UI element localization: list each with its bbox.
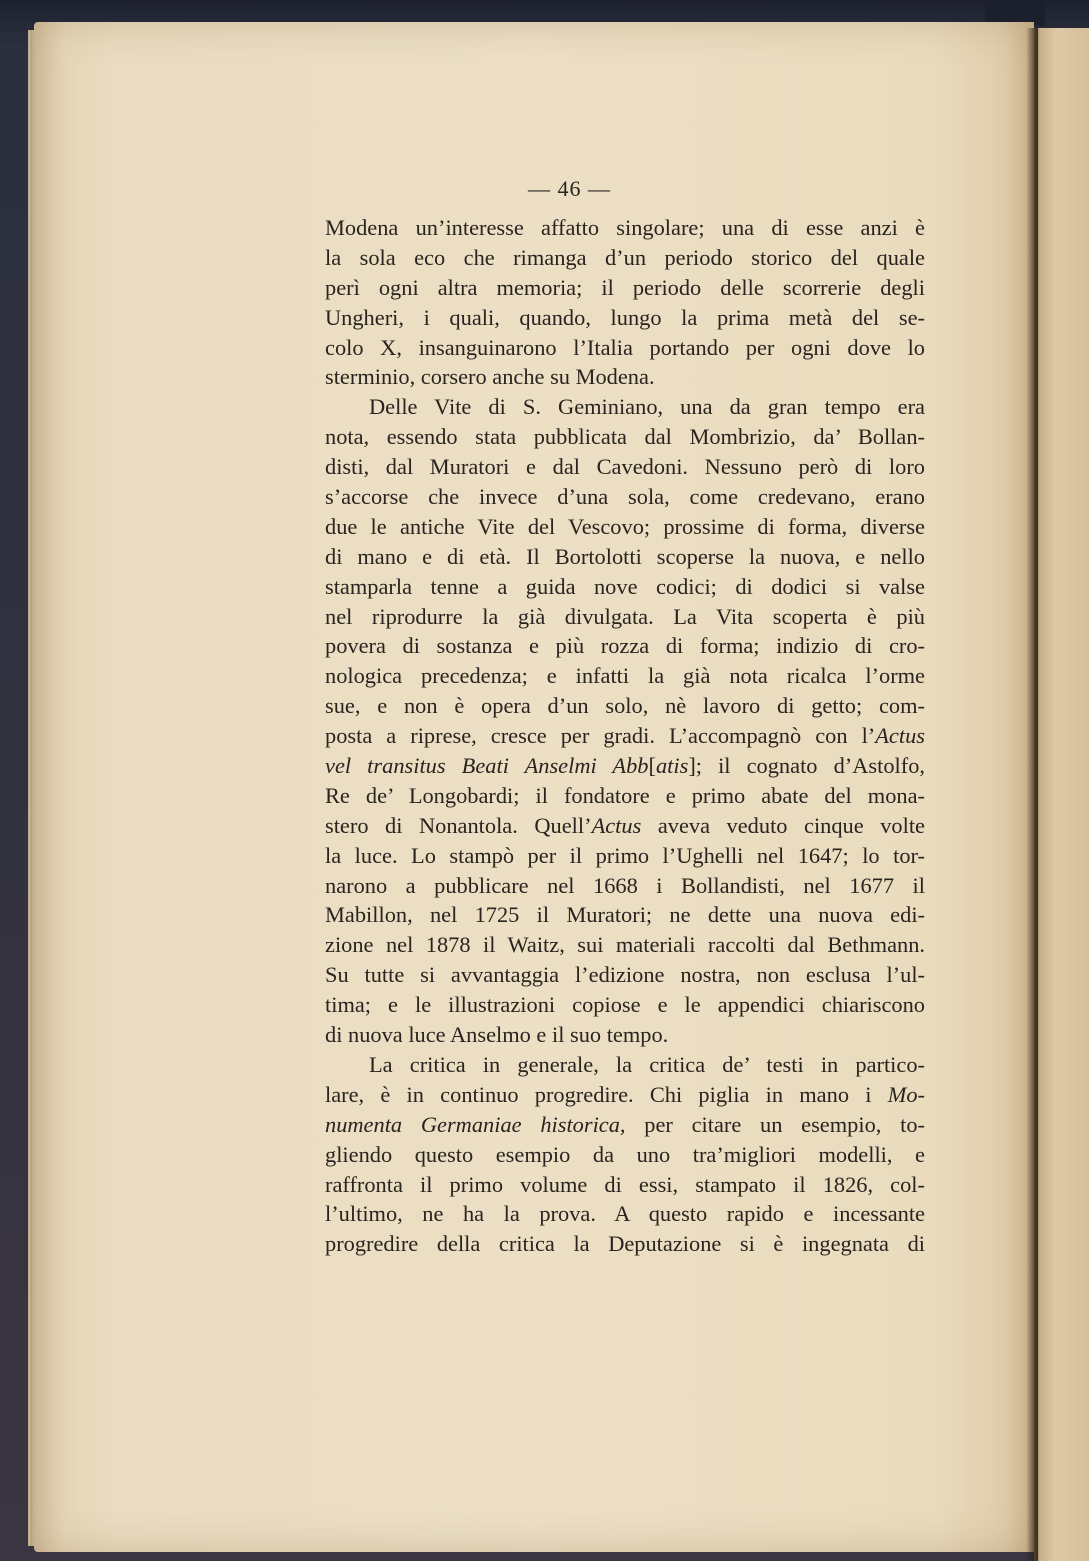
text-segment: narono a pubblicare nel 1668 i Bollandisti, nel 1677 il bbox=[325, 872, 925, 898]
text-segment: lare, è in continuo progredire. Chi piglia in mano i bbox=[325, 1081, 888, 1107]
text-segment: ]; il cognato d’Astolfo, bbox=[688, 753, 925, 779]
text-segment: nota, essendo stata pubblicata dal Mombrizio, da’ Bollan- bbox=[325, 424, 925, 450]
text-segment: perì ogni altra memoria; il periodo delle scorrerie degli bbox=[325, 274, 925, 300]
text-segment: sue, e non è opera d’un solo, nè lavoro di getto; com- bbox=[325, 693, 925, 719]
text-segment: s’accorse che invece d’una sola, come credevano, erano bbox=[325, 484, 925, 510]
text-segment: zione nel 1878 il Waitz, sui materiali raccolti dal Bethmann. bbox=[325, 932, 925, 958]
text-segment: di nuova luce Anselmo e il suo tempo. bbox=[325, 1022, 669, 1048]
text-segment: due le antiche Vite del Vescovo; prossime di forma, diverse bbox=[325, 513, 925, 539]
text-line bbox=[325, 1110, 925, 1140]
text-line bbox=[325, 572, 925, 602]
text-segment: la luce. Lo stampò per il primo l’Ughelli nel 1647; lo tor- bbox=[325, 842, 925, 868]
text-line bbox=[325, 1199, 925, 1229]
text-line bbox=[325, 362, 925, 392]
text-line bbox=[325, 452, 925, 482]
text-segment: progredire della critica la Deputazione si è ingegnata di bbox=[325, 1231, 925, 1257]
italic-text: vel transitus Beati Anselmi Abb bbox=[325, 753, 649, 779]
page-gutter-shadow bbox=[1026, 28, 1038, 1561]
text-line bbox=[325, 602, 925, 632]
text-line bbox=[325, 1050, 925, 1080]
text-line bbox=[325, 512, 925, 542]
italic-text: Actus bbox=[591, 812, 642, 838]
text-segment: l’ultimo, ne ha la prova. A questo rapido e incessante bbox=[325, 1201, 925, 1227]
text-line bbox=[325, 990, 925, 1020]
text-line bbox=[325, 900, 925, 930]
text-segment: Delle Vite di S. Geminiano, una da gran tempo era bbox=[369, 394, 925, 420]
text-segment: sterminio, corsero anche su Modena. bbox=[325, 364, 655, 390]
text-line bbox=[325, 661, 925, 691]
text-segment: stamparla tenne a guida nove codici; di dodici si valse bbox=[325, 573, 925, 599]
italic-text: atis bbox=[655, 753, 689, 779]
text-segment: [ bbox=[648, 753, 656, 779]
text-line bbox=[325, 482, 925, 512]
text-line bbox=[325, 1140, 925, 1170]
text-segment: posta a riprese, cresce per gradi. L’accompagnò con l’ bbox=[325, 723, 876, 749]
text-segment: raffronta il primo volume di essi, stampato il 1826, col- bbox=[325, 1171, 925, 1197]
text-line bbox=[325, 781, 925, 811]
text-line bbox=[325, 333, 925, 363]
text-line bbox=[325, 1080, 925, 1110]
page-number: — 46 — bbox=[528, 176, 611, 201]
text-segment: Ungheri, i quali, quando, lungo la prima metà del se- bbox=[325, 304, 925, 330]
text-segment: disti, dal Muratori e dal Cavedoni. Nessuno però di loro bbox=[325, 454, 925, 480]
text-line bbox=[325, 631, 925, 661]
text-line bbox=[325, 422, 925, 452]
italic-text: numenta Germaniae historica, bbox=[325, 1111, 626, 1137]
text-line bbox=[325, 542, 925, 572]
text-segment: di mano e di età. Il Bortolotti scoperse la nuova, e nello bbox=[325, 543, 925, 569]
text-line bbox=[325, 303, 925, 333]
italic-text: Mo- bbox=[887, 1081, 925, 1107]
text-segment: Re de’ Longobardi; il fondatore e primo abate del mona- bbox=[325, 782, 925, 808]
text-segment: nologica precedenza; e infatti la già nota ricalca l’orme bbox=[325, 663, 925, 689]
text-line bbox=[325, 960, 925, 990]
text-line bbox=[325, 751, 925, 781]
text-segment: per citare un esempio, to- bbox=[625, 1111, 925, 1137]
text-line bbox=[325, 1229, 925, 1259]
body-text bbox=[325, 213, 925, 1259]
text-segment: Mabillon, nel 1725 il Muratori; ne dette una nuova edi- bbox=[325, 902, 925, 928]
text-segment: tima; e le illustrazioni copiose e le appendici chiariscono bbox=[325, 992, 925, 1018]
text-line bbox=[325, 930, 925, 960]
text-segment: stero di Nonantola. Quell’ bbox=[325, 812, 592, 838]
text-line bbox=[325, 392, 925, 422]
text-segment: Modena un’interesse affatto singolare; una di esse anzi è bbox=[325, 215, 925, 240]
text-line bbox=[325, 721, 925, 751]
facing-page-edge bbox=[1034, 28, 1089, 1561]
text-segment: gliendo questo esempio da uno tra’migliori modelli, e bbox=[325, 1141, 925, 1167]
text-line bbox=[325, 691, 925, 721]
text-line bbox=[325, 273, 925, 303]
text-segment: colo X, insanguinarono l’Italia portando per ogni dove lo bbox=[325, 334, 925, 360]
text-segment: povera di sostanza e più rozza di forma; indizio di cro- bbox=[325, 633, 925, 659]
text-line bbox=[325, 1170, 925, 1200]
text-line bbox=[325, 1020, 925, 1050]
text-line bbox=[325, 841, 925, 871]
italic-text: Actus bbox=[875, 723, 925, 749]
text-segment: Su tutte si avvantaggia l’edizione nostra, non esclusa l’ul- bbox=[325, 962, 925, 988]
text-line bbox=[325, 871, 925, 901]
text-segment: la sola eco che rimanga d’un periodo storico del quale bbox=[325, 244, 925, 270]
text-line bbox=[325, 811, 925, 841]
text-segment: aveva veduto cinque volte bbox=[641, 812, 925, 838]
text-line bbox=[325, 243, 925, 273]
text-segment: La critica in generale, la critica de’ testi in partico- bbox=[369, 1051, 925, 1077]
text-line bbox=[325, 213, 925, 243]
text-segment: nel riprodurre la già divulgata. La Vita scoperta è più bbox=[325, 603, 925, 629]
